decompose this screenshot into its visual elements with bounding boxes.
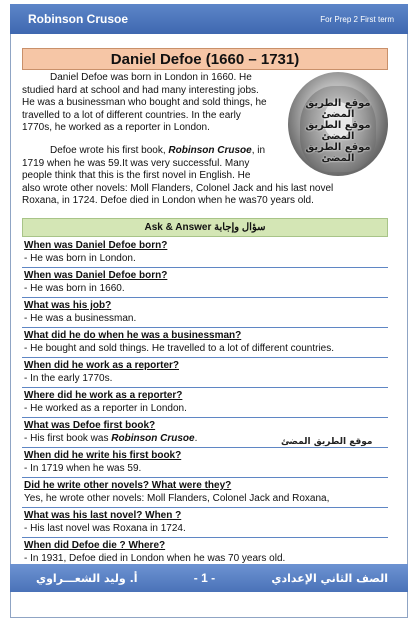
- qa-item: [22, 478, 388, 508]
- qa-item: [22, 238, 388, 268]
- question: When did he write his first book?: [24, 450, 182, 461]
- bio-line: 1719 when he was 59.It was very successful. Many: [22, 157, 250, 169]
- bio-line: Daniel Defoe was born in London in 1660. He: [50, 72, 252, 83]
- qa-item: [22, 508, 388, 538]
- teacher-name: أ. وليد الشعـــراوي: [36, 571, 138, 585]
- qa-item: [22, 268, 388, 298]
- bio-line: Roxana, in 1724. Defoe died in London when he was70 years old.: [22, 195, 314, 206]
- answer: Yes, he wrote other novels: Moll Flanders, Colonel Jack and Roxana,: [22, 492, 388, 508]
- book-name: Robinson Crusoe: [111, 433, 195, 444]
- level-label: For Prep 2 First term: [320, 14, 394, 24]
- watermark-text: موقع الطريق المضئ: [305, 98, 371, 120]
- book-title: Robinson Crusoe: [28, 12, 129, 26]
- answer-text: .: [194, 433, 198, 444]
- header-bar: [10, 4, 408, 34]
- watermark-text: موقع الطريق المضئ: [305, 120, 371, 142]
- qa-item: [22, 298, 388, 328]
- question: What was Defoe first book?: [24, 420, 156, 431]
- book-name: Robinson Crusoe: [168, 145, 252, 156]
- answer: - He bought and sold things. He travelled to a lot of different countries.: [22, 342, 388, 358]
- question: Where did he work as a reporter?: [24, 390, 183, 401]
- site-watermark: موقع الطريق المضئ: [281, 437, 373, 447]
- bio-line: also wrote other novels: Moll Flanders, Colonel Jack and his last novel: [22, 182, 334, 194]
- bio-line: [22, 145, 388, 158]
- answer: - He was born in 1660.: [22, 282, 388, 298]
- question: When did he work as a reporter?: [24, 360, 180, 371]
- bio-text: , in: [251, 145, 266, 156]
- answer: - In 1931, Defoe died in London when he was 70 years old.: [22, 552, 388, 568]
- question: When was Daniel Defoe born?: [24, 240, 168, 251]
- question: What was his last novel? When ?: [24, 510, 182, 521]
- footer-bar: [10, 564, 408, 592]
- bio-line: studied hard at school and had many interesting jobs.: [22, 84, 259, 96]
- answer: - He was born in London.: [22, 252, 388, 268]
- bio-line: He was a businessman who bought and sold things, he: [22, 97, 267, 108]
- bio-paragraph-1: [22, 72, 388, 135]
- grade-label: الصف الثاني الإعدادي: [271, 571, 388, 585]
- answer: - In 1719 when he was 59.: [22, 462, 388, 478]
- question: What was his job?: [24, 300, 112, 311]
- answer: - His last novel was Roxana in 1724.: [22, 522, 388, 538]
- watermark-text: موقع الطريق المضئ: [305, 142, 371, 164]
- question: Did he write other novels? What were they?: [24, 480, 232, 491]
- qa-list: [22, 238, 388, 568]
- qa-section-header: Ask & Answer سؤال وإجابة: [22, 218, 388, 237]
- question: When did Defoe die ? Where?: [24, 540, 166, 551]
- answer: - He was a businessman.: [22, 312, 388, 328]
- question: What did he do when he was a businessman?: [24, 330, 242, 341]
- qa-item: [22, 328, 388, 358]
- answer: - He worked as a reporter in London.: [22, 402, 388, 418]
- bio-line: people think that this is the first novel in English. He: [22, 170, 251, 181]
- bio-line: 1770s, he worked as a reporter in London.: [22, 122, 210, 133]
- qa-item: [22, 448, 388, 478]
- qa-item: [22, 388, 388, 418]
- question: When was Daniel Defoe born?: [24, 270, 168, 281]
- bio-line: travelled to a lot of different countries. In the early: [22, 109, 241, 121]
- bio-paragraph-2: [22, 145, 388, 208]
- qa-item: [22, 358, 388, 388]
- answer: - In the early 1770s.: [22, 372, 388, 388]
- page-number: - 1 -: [193, 571, 216, 585]
- bio-text: Defoe wrote his first book,: [50, 145, 169, 156]
- page-title: Daniel Defoe (1660 – 1731): [22, 48, 388, 70]
- answer-text: - His first book was: [24, 433, 112, 444]
